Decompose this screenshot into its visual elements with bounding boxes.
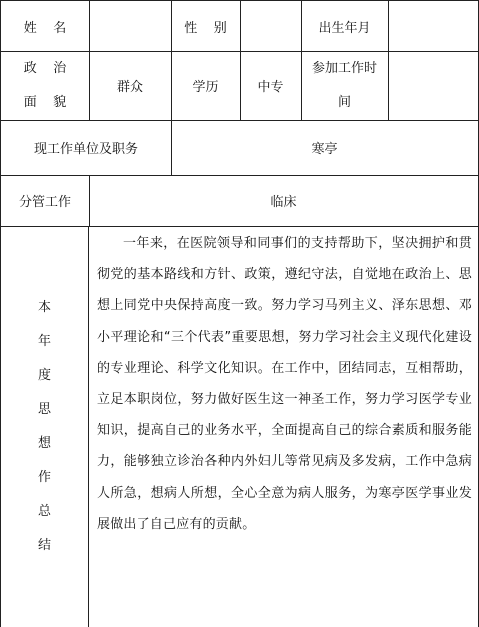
duty-value: 临床 <box>270 195 297 210</box>
name-value-cell <box>89 0 172 52</box>
unit-value: 寒亭 <box>311 142 338 157</box>
summary-label-char: 年 <box>37 333 51 349</box>
summary-label-char: 度 <box>37 367 51 383</box>
duty-value-cell <box>89 175 479 227</box>
education-label: 学历 <box>192 80 219 95</box>
work-start-label-line2: 间 <box>337 94 351 110</box>
political-value-cell <box>89 51 172 121</box>
summary-label-char: 总 <box>37 503 51 519</box>
birth-label-cell <box>301 0 389 52</box>
duty-label: 分管工作 <box>18 195 71 210</box>
work-start-label-cell <box>301 51 389 121</box>
work-start-label-line1: 参加工作时 <box>311 60 377 76</box>
work-start-value-cell <box>388 51 479 121</box>
summary-label-char: 思 <box>37 401 51 417</box>
political-value: 群众 <box>116 80 143 95</box>
gender-value-cell <box>240 0 302 52</box>
summary-label-char: 作 <box>37 469 51 485</box>
education-value-cell <box>240 51 302 121</box>
name-label-cell <box>0 0 90 52</box>
gender-label-cell <box>171 0 241 52</box>
unit-label-cell <box>0 120 172 176</box>
unit-value-cell <box>171 120 479 176</box>
duty-label-cell <box>0 175 90 227</box>
summary-label-char: 本 <box>37 299 51 315</box>
education-label-cell <box>171 51 241 121</box>
summary-label-cell <box>0 226 89 627</box>
summary-label-char: 想 <box>37 435 51 451</box>
birth-value-cell <box>388 0 479 52</box>
unit-label: 现工作单位及职务 <box>33 142 138 157</box>
summary-text: 一年来，在医院领导和同事们的支持帮助下，坚决拥护和贯彻党的基本路线和方针、政策，遵纪守法，自觉地在政治上、思想上同党中央保持高度一致。努力学习马列主义、泽东思想、邓小平理论和“三个代表”重要思想，努力学习社会主义现代化建设的专业理论、科学文化知识。在工作中，团结同志，互相帮助，立足本职岗位，努力做好医生这一神圣工作，努力学习医学专业知识，提高自己的业务水平，全面提高自己的综合素质和服务能力，能够独立诊治各种内外妇儿等常见病及多发病，工作中急病人所急，想病人所想，全心全意为病人服务，为寒亭医学事业发展做出了自己应有的贡献。 <box>89 226 479 627</box>
birth-label: 出生年月 <box>318 20 371 36</box>
political-label-line2: 面 貌 <box>23 94 67 110</box>
summary-label-char: 结 <box>37 537 51 553</box>
political-label-line1: 政 治 <box>23 60 67 76</box>
gender-label: 性 别 <box>184 20 227 36</box>
education-value: 中专 <box>257 80 284 95</box>
political-label-cell <box>0 51 90 121</box>
name-label: 姓 名 <box>23 20 67 36</box>
